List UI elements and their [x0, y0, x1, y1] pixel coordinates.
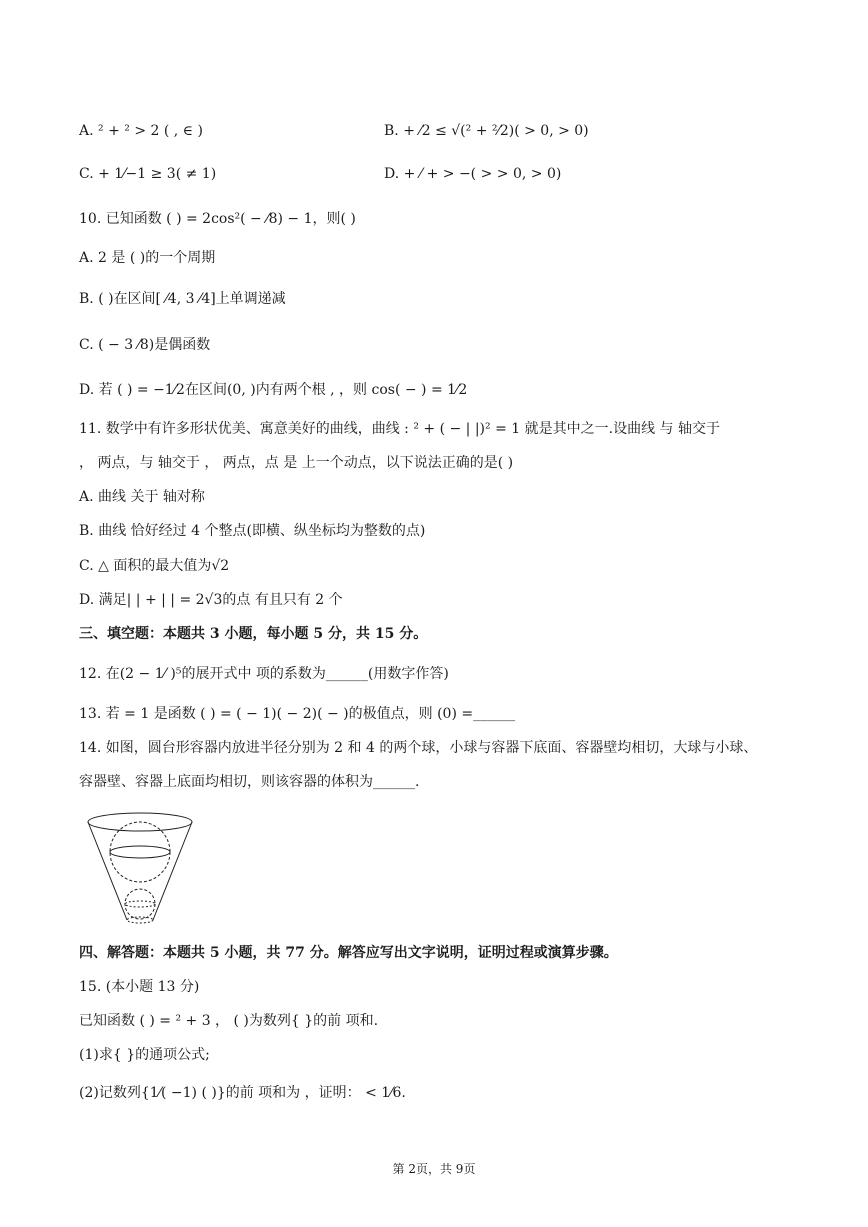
- q15-part2: (2)记数列{1⁄( −1) ( )}的前 项和为 ，证明： < 1⁄6.: [79, 1085, 406, 1101]
- q11-stem-line2: ， 两点，与 轴交于 ， 两点，点 是 上一个动点，以下说法正确的是( ): [79, 455, 514, 471]
- small-sphere: [125, 889, 155, 919]
- q9-option-a: A. ² + ² > 2 ( , ∈ ): [79, 123, 203, 139]
- left-wall: [88, 822, 127, 920]
- large-sphere-equator: [110, 846, 170, 858]
- q9-option-c: C. + 1⁄−1 ≥ 3( ≠ 1): [79, 166, 217, 182]
- q14-line2: 容器壁、容器上底面均相切，则该容器的体积为______.: [79, 774, 420, 790]
- q10-option-b: B. ( )在区间[ ⁄4, 3 ⁄4]上单调递减: [79, 291, 286, 307]
- q10-option-c: C. ( − 3 ⁄8)是偶函数: [79, 337, 211, 353]
- q11-stem-line1: 11. 数学中有许多形状优美、寓意美好的曲线，曲线 : ² + ( − | |)² = 1 就是其中之一.设曲线 与 轴交于: [79, 421, 720, 437]
- section-3-heading: 三、填空题：本题共 3 小题，每小题 5 分，共 15 分。: [79, 626, 428, 642]
- page-footer: 第 2页，共 9页: [392, 1162, 476, 1176]
- q15-part1: (1)求{ }的通项公式;: [79, 1047, 210, 1063]
- q10-option-d: D. 若 ( ) = −1⁄2在区间(0, )内有两个根 , ，则 cos( − ) = 1⁄2: [79, 382, 468, 398]
- frustum-with-spheres-figure: [82, 808, 198, 926]
- q11-option-c: C. △ 面积的最大值为√2: [79, 558, 230, 574]
- q11-option-d: D. 满足| | + | | = 2√3的点 有且只有 2 个: [79, 592, 343, 608]
- right-wall: [153, 822, 192, 920]
- bottom-rim: [127, 917, 153, 923]
- q13: 13. 若 = 1 是函数 ( ) = ( − 1)( − 2)( − )的极值点，则 (0) =______: [79, 706, 516, 722]
- q11-option-a: A. 曲线 关于 轴对称: [79, 489, 205, 505]
- q15-stem: 已知函数 ( ) = ² + 3 ， ( )为数列{ }的前 项和.: [79, 1013, 379, 1029]
- q15-header: 15. (本小题 13 分): [79, 979, 200, 995]
- small-sphere-equator: [125, 901, 155, 907]
- q11-option-b: B. 曲线 恰好经过 4 个整点(即横、纵坐标均为整数的点): [79, 523, 426, 539]
- q9-option-b: B. + ⁄2 ≤ √(² + ²⁄2)( > 0, > 0): [384, 123, 589, 139]
- q10-stem: 10. 已知函数 ( ) = 2cos²( − ⁄8) − 1，则( ): [79, 211, 356, 227]
- section-4-heading: 四、解答题：本题共 5 小题，共 77 分。解答应写出文字说明，证明过程或演算步骤。: [79, 945, 618, 961]
- q14-line1: 14. 如图，圆台形容器内放进半径分别为 2 和 4 的两个球，小球与容器下底面、容器壁均相切，大球与小球、: [79, 740, 758, 756]
- q9-option-d: D. + ⁄ + > −( > > 0, > 0): [384, 166, 562, 182]
- q12: 12. 在(2 − 1⁄ )⁵的展开式中 项的系数为______(用数字作答): [79, 666, 449, 682]
- q10-option-a: A. 2 是 ( )的一个周期: [79, 250, 216, 266]
